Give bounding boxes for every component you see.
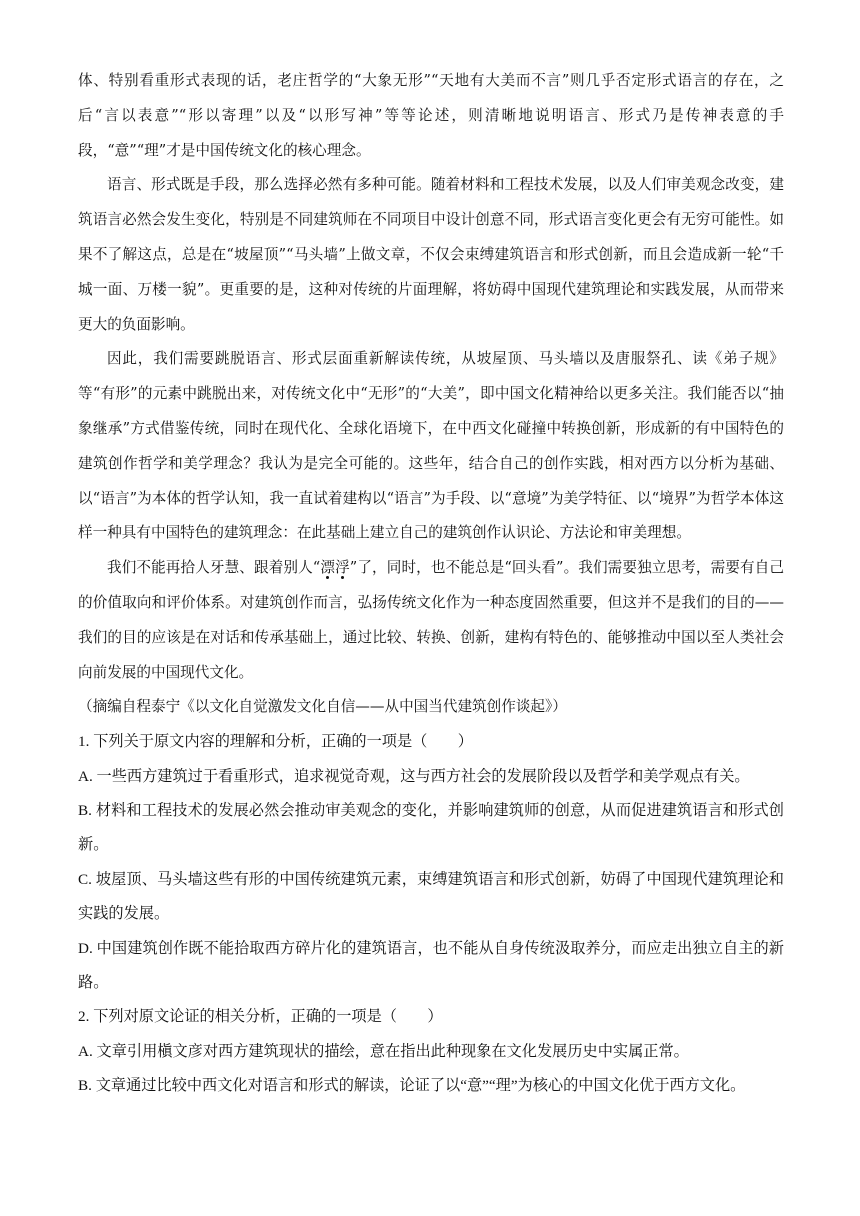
passage-paragraph-1: 体、特别看重形式表现的话，老庄哲学的“大象无形”“天地有大美而不言”则几乎否定形式语言的存在，之后“言以表意”“形以寄理”以及“以形写神”等等论述，则清晰地说明语言、形式乃是传神表意的手段，“意”“理”才是中国传统文化的核心理念。	[78, 72, 784, 159]
emphasis-char-2: 浮	[335, 559, 350, 577]
question-2-stem: 2. 下列对原文论证的相关分析，正确的一项是（ ）	[78, 1008, 443, 1026]
document-page	[78, 64, 784, 1104]
passage-paragraph-4-start: 我们不能再拾人牙慧、跟着别人“	[107, 559, 321, 577]
question-1-stem: 1. 下列关于原文内容的理解和分析，正确的一项是（ ）	[78, 733, 473, 751]
question-2-option-b: B. 文章通过比较中西文化对语言和形式的解读，论证了以“意”“理”为核心的中国文化优于西方文化。	[78, 1077, 746, 1095]
passage-paragraph-4-end: ”了，同时，也不能总是“回头看”。我们需要独立思考，需要有自己的价值取向和评价体系。对建筑创作而言，弘扬传统文化作为一种态度固然重要，但这并不是我们的目的——我们的目的应该是在对话和传承基础上，通过比较、转换、创新，建构有特色的、能够推动中国以至人类社会向前发展的中国现代文化。	[78, 559, 784, 681]
question-1-option-c: C. 坡屋顶、马头墙这些有形的中国传统建筑元素，束缚建筑语言和形式创新，妨碍了中国现代建筑理论和实践的发展。	[78, 870, 784, 923]
question-1-option-b: B. 材料和工程技术的发展必然会推动审美观念的变化，并影响建筑师的创意，从而促进建筑语言和形式创新。	[78, 801, 784, 854]
question-2-option-a: A. 文章引用槇文彦对西方建筑现状的描绘，意在指出此种现象在文化发展历史中实属正常。	[78, 1042, 689, 1060]
passage-paragraph-2: 语言、形式既是手段，那么选择必然有多种可能。随着材料和工程技术发展，以及人们审美观念改变，建筑语言必然会发生变化，特别是不同建筑师在不同项目中设计创意不同，形式语言变化更会有无穷可能性。如果不了解这点，总是在“坡屋顶”“马头墙”上做文章，不仅会束缚建筑语言和形式创新，而且会造成新一轮“千城一面、万楼一貌”。更重要的是，这种对传统的片面理解，将妨碍中国现代建筑理论和实践发展，从而带来更大的负面影响。	[78, 176, 784, 333]
reading-passage	[78, 64, 784, 725]
questions-section	[78, 725, 784, 1103]
question-1-option-d: D. 中国建筑创作既不能拾取西方碎片化的建筑语言，也不能从自身传统汲取养分，而应走出独立自主的新路。	[78, 939, 784, 991]
passage-paragraph-3: 因此，我们需要跳脱语言、形式层面重新解读传统，从坡屋顶、马头墙以及唐服祭孔、读《弟子规》等“有形”的元素中跳脱出来，对传统文化中“无形”的“大美”，即中国文化精神给以更多关注。我们能否以“抽象继承”方式借鉴传统，同时在现代化、全球化语境下，在中西文化碰撞中转换创新，形成新的有中国特色的建筑创作哲学和美学理念？我认为是完全可能的。这些年，结合自己的创作实践，相对西方以分析为基础、以“语言”为本体的哲学认知，我一直试着建构以“语言”为手段、以“意境”为美学特征、以“境界”为哲学本体这样一种具有中国特色的建筑理念：在此基础上建立自己的建筑创作认识论、方法论和审美理想。	[78, 350, 784, 542]
source-citation: （摘编自程泰宁《以文化自觉激发文化自信——从中国当代建筑创作谈起》）	[78, 698, 567, 716]
question-1-option-a: A. 一些西方建筑过于看重形式，追求视觉奇观，这与西方社会的发展阶段以及哲学和美学观点有关。	[78, 767, 750, 785]
passage-paragraph-4	[78, 551, 784, 690]
emphasis-char-1: 漂	[320, 559, 336, 577]
